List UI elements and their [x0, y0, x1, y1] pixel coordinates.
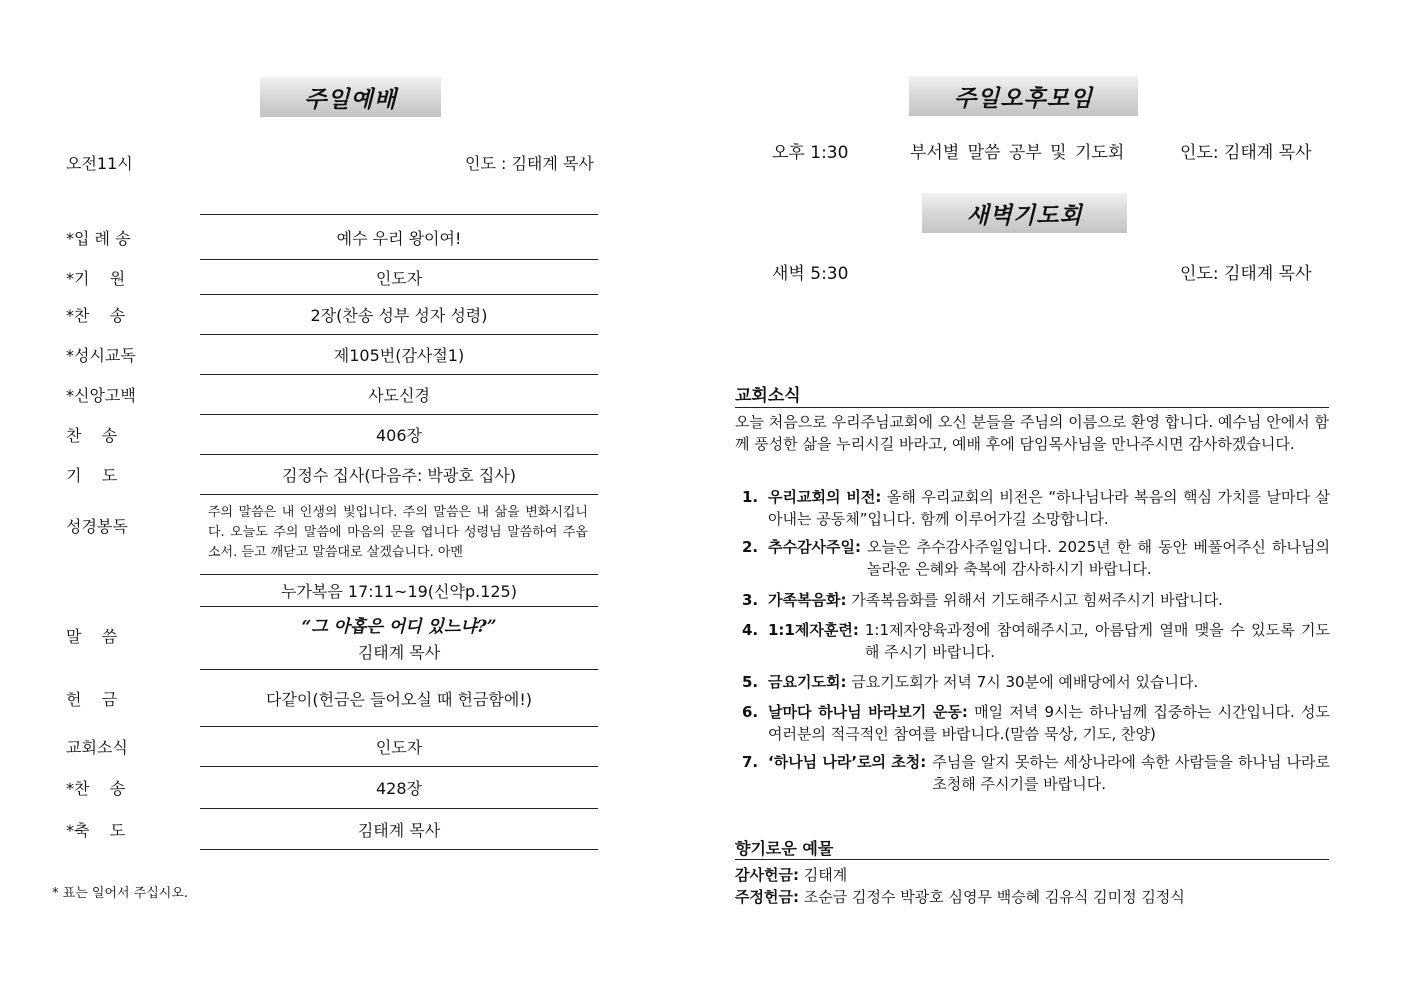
regular-names: 조순금 김정수 박광호 심영무 백승혜 김유식 김미정 김정식: [803, 888, 1185, 906]
order-label: *성시교독: [66, 346, 136, 365]
dawn-time: 새벽 5:30: [772, 264, 849, 284]
afternoon-leader: 인도: 김태계 목사: [1180, 143, 1312, 163]
offering-title: 향기로운 예물: [735, 836, 1329, 860]
order-value: 다같이(헌금은 들어오실 때 헌금함에!): [266, 689, 532, 709]
news-item-body: 올해 우리교회의 비전은 “하나님나라 복음의 핵심 가치를 날마다 살아내는 공동체”입니다. 함께 이루어가길 소망합니다.: [768, 488, 1330, 528]
order-divider: [200, 259, 598, 260]
order-label: *입 례 송: [66, 228, 131, 248]
news-item-number: 3.: [742, 591, 759, 609]
news-item: [742, 589, 1330, 611]
order-divider: [200, 606, 598, 607]
afternoon-time: 오후 1:30: [772, 143, 849, 163]
news-item-number: 4.: [742, 621, 759, 639]
order-value: 제105번(감사절1): [333, 346, 465, 365]
order-value: 누가복음 17:11~19(신약p.125): [281, 582, 517, 601]
order-divider: [200, 669, 598, 670]
order-divider: [200, 766, 598, 767]
order-divider: [200, 494, 598, 495]
order-label: 교회소식: [66, 738, 128, 757]
order-value: 428장: [376, 779, 422, 798]
order-label: *찬 송: [66, 306, 126, 325]
thanks-names: 김태계: [803, 866, 848, 884]
order-label: 말 씀: [66, 626, 118, 646]
order-divider: [200, 849, 598, 850]
order-divider: [200, 334, 598, 335]
thanks-offering: [735, 864, 847, 885]
dawn-leader: 인도: 김태계 목사: [1180, 264, 1312, 284]
news-item-body: 매일 저녁 9시는 하나님께 집중하는 시간입니다. 성도 여러분의 적극적인 참여를 바랍니다.(말씀 묵상, 기도, 찬양): [768, 703, 1330, 743]
news-item-number: 5.: [742, 673, 759, 691]
news-item-number: 7.: [742, 753, 759, 771]
order-value: 406장: [376, 426, 422, 445]
news-item-body: 오늘은 추수감사주일입니다. 2025년 한 해 동안 베풀어주신 하나님의 놀라운 은혜와 축복에 감사하시기 바랍니다.: [866, 538, 1330, 578]
news-item-heading: 추수감사주일:: [768, 538, 861, 556]
news-item-body: 주님을 알지 못하는 세상나라에 속한 사람들을 하나님 나라로 초청해 주시기를 바랍니다.: [932, 753, 1330, 793]
order-value: 김태계 목사: [357, 820, 441, 840]
dawn-banner: 새벽기도회: [922, 193, 1127, 233]
scripture-prayer: 주의 말씀은 내 인생의 빛입니다. 주의 말씀은 내 삶을 변화시킵니다. 오늘도 주의 말씀에 마음의 문을 엽니다 성령님 말씀하여 주옵소서. 듣고 깨닫고 말씀대로 살겠습니다. 아멘: [208, 505, 588, 560]
news-intro: 오늘 처음으로 우리주님교회에 오신 분들을 주님의 이름으로 환영 합니다. 예수님 안에서 함께 풍성한 삶을 누리시길 바라고, 예배 후에 담임목사님을 만나주시면 감사하겠습니다.: [735, 413, 1329, 453]
order-divider: [200, 726, 598, 727]
sermon-preacher: 김태계 목사: [357, 643, 441, 662]
thanks-label: 감사헌금:: [735, 866, 799, 884]
news-item: [742, 536, 1330, 580]
news-item-number: 2.: [742, 538, 759, 556]
order-value: 예수 우리 왕이여!: [336, 228, 462, 248]
news-item: [742, 486, 1330, 530]
order-value: 사도신경: [368, 386, 430, 405]
order-value: 김정수 집사(다음주: 박광호 집사): [281, 466, 517, 485]
regular-label: 주정헌금:: [735, 888, 799, 906]
order-label: *축 도: [66, 820, 126, 840]
news-item-heading: 가족복음화:: [768, 591, 847, 609]
news-title: 교회소식: [735, 381, 1329, 408]
order-value: 인도자: [375, 738, 423, 757]
news-item-heading: 우리교회의 비전:: [768, 488, 882, 506]
order-value: [200, 612, 598, 663]
news-item: [742, 619, 1330, 663]
news-item-number: 6.: [742, 703, 759, 721]
afternoon-banner: 주일오후모임: [909, 76, 1138, 116]
order-label: 헌 금: [66, 689, 118, 709]
afternoon-desc: 부서별 말씀 공부 및 기도회: [910, 143, 1125, 163]
regular-offering: [735, 886, 1185, 907]
order-divider: [200, 574, 598, 575]
footnote: * 표는 일어서 주십시오.: [52, 886, 189, 901]
news-item-body: 가족복음화를 위해서 기도해주시고 힘써주시기 바랍니다.: [851, 591, 1223, 609]
order-label: *신앙고백: [66, 386, 136, 405]
order-value: 인도자: [375, 268, 423, 288]
order-label: *기 원: [66, 268, 126, 288]
sermon-title: “그 아홉은 어디 있느냐?”: [301, 617, 497, 637]
order-label: 성경봉독: [66, 517, 128, 536]
news-item: [742, 671, 1330, 693]
worship-leader: 인도 : 김태계 목사: [465, 154, 594, 173]
news-item: [742, 701, 1330, 745]
news-item-heading: ‘하나님 나라’로의 초청:: [768, 753, 927, 771]
news-item-body: 금요기도회가 저녁 7시 30분에 예배당에서 있습니다.: [851, 673, 1199, 691]
news-item-heading: 1:1제자훈련:: [768, 621, 859, 639]
order-divider: [200, 414, 598, 415]
order-divider: [200, 374, 598, 375]
order-divider: [200, 214, 598, 215]
order-divider: [200, 808, 598, 809]
news-item: [742, 751, 1330, 795]
news-item-heading: 날마다 하나님 바라보기 운동:: [768, 703, 968, 721]
news-item-body: 1:1제자양육과정에 참여해주시고, 아름답게 열매 맺을 수 있도록 기도해 주시기 바랍니다.: [864, 621, 1330, 661]
worship-banner: 주일예배: [260, 77, 441, 117]
worship-time: 오전11시: [66, 154, 133, 173]
order-value: 2장(찬송 성부 성자 성령): [310, 306, 488, 325]
order-label: *찬 송: [66, 779, 126, 798]
order-label: 기 도: [66, 466, 118, 485]
news-item-heading: 금요기도회:: [768, 673, 847, 691]
order-divider: [200, 294, 598, 295]
order-label: 찬 송: [66, 426, 118, 445]
order-divider: [200, 454, 598, 455]
news-item-number: 1.: [742, 488, 759, 506]
